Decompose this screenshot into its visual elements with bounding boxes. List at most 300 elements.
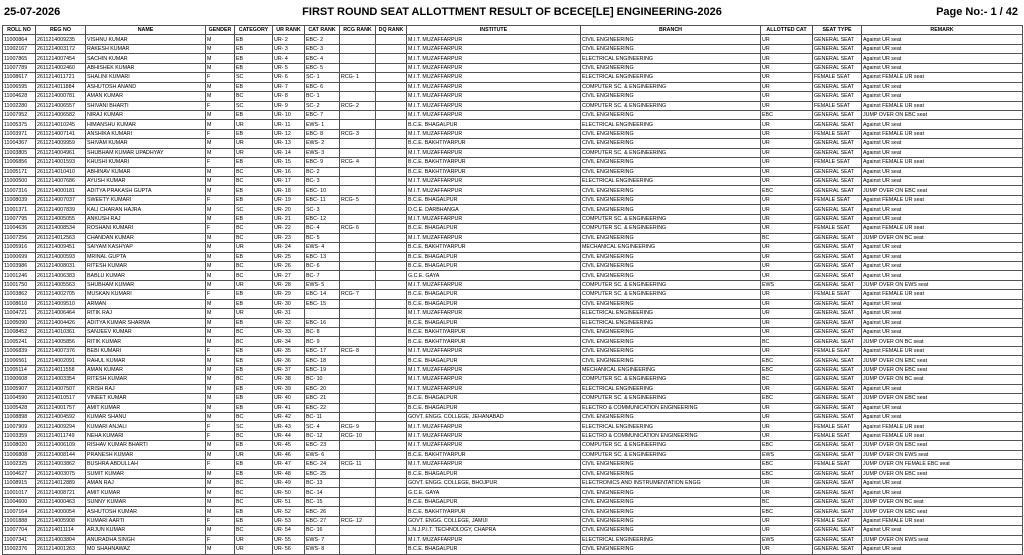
cell-dq-rank xyxy=(376,120,407,129)
cell-category: BC xyxy=(235,488,273,497)
cell-roll-no: 11004636 xyxy=(3,224,36,233)
cell-rcg-rank xyxy=(340,384,376,393)
cell-roll-no: 11004627 xyxy=(3,469,36,478)
cell-roll-no: 11004367 xyxy=(3,139,36,148)
table-row xyxy=(3,139,1023,148)
cell-remark: Against FEMALE UR seat xyxy=(862,129,1023,138)
cell-branch: COMPUTER SC. & ENGINEERING xyxy=(581,214,761,223)
table-row xyxy=(3,129,1023,138)
cell-remark: Against FEMALE UR seat xyxy=(862,290,1023,299)
cell-institute: M.I.T. MUZAFFARPUR xyxy=(407,54,581,63)
cell-gender: M xyxy=(206,328,235,337)
cell-rcg-rank xyxy=(340,535,376,544)
cell-remark: Against UR seat xyxy=(862,148,1023,157)
cell-cat-rank: BC- 14 xyxy=(305,488,340,497)
cell-name: BABLU KUMAR xyxy=(86,271,206,280)
cell-cat-rank: EWS- 1 xyxy=(305,120,340,129)
cell-remark: Against UR seat xyxy=(862,167,1023,176)
cell-rcg-rank xyxy=(340,205,376,214)
cell-name: CHANDAN KUMAR xyxy=(86,233,206,242)
cell-dq-rank xyxy=(376,44,407,53)
cell-rcg-rank xyxy=(340,271,376,280)
cell-roll-no: 11008915 xyxy=(3,479,36,488)
cell-reg-no: 2611214008721 xyxy=(36,488,86,497)
cell-remark: Against UR seat xyxy=(862,44,1023,53)
cell-remark: Against UR seat xyxy=(862,261,1023,270)
cell-roll-no: 11007909 xyxy=(3,422,36,431)
cell-allotted-cat: UR xyxy=(761,158,813,167)
cell-gender: F xyxy=(206,129,235,138)
cell-cat-rank: BC- 6 xyxy=(305,261,340,270)
cell-rcg-rank xyxy=(340,139,376,148)
cell-cat-rank: EBC- 22 xyxy=(305,403,340,412)
cell-roll-no: 11008452 xyxy=(3,328,36,337)
cell-roll-no: 11001371 xyxy=(3,205,36,214)
cell-seat-type: GENERAL SEAT xyxy=(813,479,862,488)
cell-seat-type: GENERAL SEAT xyxy=(813,186,862,195)
cell-dq-rank xyxy=(376,431,407,440)
table-row xyxy=(3,403,1023,412)
cell-reg-no: 2611214011114 xyxy=(36,526,86,535)
cell-seat-type: FEMALE SEAT xyxy=(813,422,862,431)
cell-name: BUSHRA ABDULLAH xyxy=(86,460,206,469)
cell-allotted-cat: UR xyxy=(761,309,813,318)
cell-branch: ELECTRO & COMMUNICATION ENGINEERING xyxy=(581,403,761,412)
cell-roll-no: 11005114 xyxy=(3,365,36,374)
cell-institute: B.C.E. BHAGALPUR xyxy=(407,261,581,270)
cell-allotted-cat: UR xyxy=(761,139,813,148)
cell-name: PRANESH KUMAR xyxy=(86,450,206,459)
cell-remark: Against UR seat xyxy=(862,177,1023,186)
cell-allotted-cat: BC xyxy=(761,375,813,384)
cell-branch: CIVIL ENGINEERING xyxy=(581,516,761,525)
cell-allotted-cat: UR xyxy=(761,328,813,337)
cell-name: ASHUTOSH KUMAR xyxy=(86,507,206,516)
cell-seat-type: GENERAL SEAT xyxy=(813,507,862,516)
cell-cat-rank: BC- 1 xyxy=(305,92,340,101)
cell-rcg-rank xyxy=(340,403,376,412)
cell-roll-no: 11007952 xyxy=(3,110,36,119)
cell-branch: COMPUTER SC. & ENGINEERING xyxy=(581,394,761,403)
cell-institute: B.C.E. BHAGALPUR xyxy=(407,252,581,261)
cell-reg-no: 2611214003804 xyxy=(36,535,86,544)
table-row xyxy=(3,54,1023,63)
cell-institute: GOVT. ENGG. COLLEGE, JAMUI xyxy=(407,516,581,525)
table-row xyxy=(3,290,1023,299)
cell-branch: CIVIL ENGINEERING xyxy=(581,63,761,72)
cell-ur-rank: UR- 20 xyxy=(273,205,305,214)
cell-cat-rank: BC- 9 xyxy=(305,337,340,346)
cell-gender: M xyxy=(206,497,235,506)
table-row xyxy=(3,44,1023,53)
table-row xyxy=(3,328,1023,337)
cell-name: ANURADHA SINGH xyxy=(86,535,206,544)
cell-branch: CIVIL ENGINEERING xyxy=(581,328,761,337)
cell-rcg-rank xyxy=(340,261,376,270)
cell-ur-rank: UR- 13 xyxy=(273,139,305,148)
cell-gender: F xyxy=(206,195,235,204)
cell-ur-rank: UR- 3 xyxy=(273,44,305,53)
cell-roll-no: 11007256 xyxy=(3,233,36,242)
cell-remark: Against FEMALE UR seat xyxy=(862,422,1023,431)
cell-category: EB xyxy=(235,469,273,478)
cell-allotted-cat: EWS xyxy=(761,280,813,289)
cell-gender: M xyxy=(206,35,235,44)
cell-name: RAKESH KUMAR xyxy=(86,44,206,53)
cell-rcg-rank xyxy=(340,82,376,91)
cell-branch: ELECTRICAL ENGINEERING xyxy=(581,535,761,544)
cell-seat-type: GENERAL SEAT xyxy=(813,318,862,327)
cell-seat-type: GENERAL SEAT xyxy=(813,63,862,72)
cell-category: SC xyxy=(235,422,273,431)
cell-ur-rank: UR- 56 xyxy=(273,545,305,554)
cell-cat-rank: EWS- 4 xyxy=(305,243,340,252)
cell-category: EB xyxy=(235,356,273,365)
cell-ur-rank: UR- 41 xyxy=(273,403,305,412)
cell-seat-type: GENERAL SEAT xyxy=(813,139,862,148)
cell-reg-no: 2611214009510 xyxy=(36,299,86,308)
cell-name: MRINAL GUPTA xyxy=(86,252,206,261)
cell-dq-rank xyxy=(376,233,407,242)
cell-branch: CIVIL ENGINEERING xyxy=(581,186,761,195)
cell-category: EB xyxy=(235,394,273,403)
cell-remark: Against FEMALE UR seat xyxy=(862,101,1023,110)
cell-remark: JUMP OVER ON EBC seat xyxy=(862,507,1023,516)
cell-rcg-rank xyxy=(340,497,376,506)
cell-reg-no: 2611214002091 xyxy=(36,356,86,365)
cell-roll-no: 11007704 xyxy=(3,526,36,535)
cell-branch: CIVIL ENGINEERING xyxy=(581,507,761,516)
cell-category: UR xyxy=(235,280,273,289)
cell-seat-type: FEMALE SEAT xyxy=(813,101,862,110)
cell-gender: M xyxy=(206,214,235,223)
cell-dq-rank xyxy=(376,167,407,176)
cell-branch: CIVIL ENGINEERING xyxy=(581,158,761,167)
cell-category: EB xyxy=(235,158,273,167)
cell-gender: M xyxy=(206,271,235,280)
cell-reg-no: 2611214009235 xyxy=(36,35,86,44)
cell-institute: B.C.E. BHAGALPUR xyxy=(407,497,581,506)
cell-institute: B.C.E. BHAGALPUR xyxy=(407,224,581,233)
cell-name: SHUBHAM KUMAR xyxy=(86,280,206,289)
cell-category: BC xyxy=(235,224,273,233)
cell-allotted-cat: UR xyxy=(761,54,813,63)
cell-institute: B.C.E. BAKHTIYARPUR xyxy=(407,337,581,346)
cell-seat-type: GENERAL SEAT xyxy=(813,394,862,403)
cell-reg-no: 2611214003075 xyxy=(36,469,86,478)
cell-remark: Against UR seat xyxy=(862,271,1023,280)
cell-dq-rank xyxy=(376,158,407,167)
cell-institute: B.C.E. BHAGALPUR xyxy=(407,356,581,365)
cell-ur-rank: UR- 40 xyxy=(273,394,305,403)
cell-ur-rank: UR- 11 xyxy=(273,120,305,129)
cell-rcg-rank: RCG- 2 xyxy=(340,101,376,110)
cell-roll-no: 11004628 xyxy=(3,92,36,101)
cell-reg-no: 2611214006582 xyxy=(36,110,86,119)
cell-reg-no: 2611214004426 xyxy=(36,318,86,327)
table-row xyxy=(3,205,1023,214)
cell-branch: ELECTRICAL ENGINEERING xyxy=(581,73,761,82)
table-row xyxy=(3,375,1023,384)
cell-reg-no: 2611214006557 xyxy=(36,101,86,110)
cell-institute: M.I.T. MUZAFFARPUR xyxy=(407,214,581,223)
cell-rcg-rank xyxy=(340,356,376,365)
table-row xyxy=(3,73,1023,82)
cell-dq-rank xyxy=(376,139,407,148)
allotment-table xyxy=(2,25,1023,555)
cell-category: EB xyxy=(235,299,273,308)
cell-branch: CIVIL ENGINEERING xyxy=(581,497,761,506)
cell-cat-rank: EWS- 5 xyxy=(305,280,340,289)
cell-ur-rank: UR- 52 xyxy=(273,507,305,516)
cell-dq-rank xyxy=(376,507,407,516)
cell-allotted-cat: UR xyxy=(761,403,813,412)
cell-gender: M xyxy=(206,412,235,421)
cell-category: EB xyxy=(235,63,273,72)
cell-allotted-cat: EBC xyxy=(761,441,813,450)
cell-ur-rank: UR- 16 xyxy=(273,167,305,176)
cell-gender: M xyxy=(206,545,235,554)
cell-gender: M xyxy=(206,252,235,261)
cell-institute: M.I.T. MUZAFFARPUR xyxy=(407,441,581,450)
cell-dq-rank xyxy=(376,488,407,497)
cell-name: MUSKAN KUMARI xyxy=(86,290,206,299)
cell-reg-no: 2611214007686 xyxy=(36,177,86,186)
cell-roll-no: 11005916 xyxy=(3,243,36,252)
cell-institute: M.I.T. MUZAFFARPUR xyxy=(407,73,581,82)
column-header-name: NAME xyxy=(86,26,206,35)
cell-roll-no: 11007316 xyxy=(3,186,36,195)
cell-seat-type: GENERAL SEAT xyxy=(813,280,862,289)
cell-rcg-rank xyxy=(340,526,376,535)
cell-cat-rank: EBC- 23 xyxy=(305,441,340,450)
cell-institute: GOVT. ENGG. COLLEGE, BHOJPUR xyxy=(407,479,581,488)
cell-dq-rank xyxy=(376,535,407,544)
cell-ur-rank: UR- 44 xyxy=(273,431,305,440)
cell-ur-rank: UR- 25 xyxy=(273,252,305,261)
cell-branch: CIVIL ENGINEERING xyxy=(581,337,761,346)
cell-branch: COMPUTER SC. & ENGINEERING xyxy=(581,450,761,459)
cell-seat-type: GENERAL SEAT xyxy=(813,120,862,129)
cell-allotted-cat: UR xyxy=(761,516,813,525)
cell-gender: M xyxy=(206,299,235,308)
cell-roll-no: 11000699 xyxy=(3,252,36,261)
cell-seat-type: GENERAL SEAT xyxy=(813,309,862,318)
cell-name: SUMIT KUMAR xyxy=(86,469,206,478)
cell-category: BC xyxy=(235,92,273,101)
cell-ur-rank: UR- 33 xyxy=(273,328,305,337)
cell-category: UR xyxy=(235,243,273,252)
cell-seat-type: GENERAL SEAT xyxy=(813,384,862,393)
cell-branch: CIVIL ENGINEERING xyxy=(581,35,761,44)
cell-institute: M.I.T. MUZAFFARPUR xyxy=(407,422,581,431)
cell-gender: F xyxy=(206,422,235,431)
cell-name: SWEETY KUMARI xyxy=(86,195,206,204)
cell-rcg-rank xyxy=(340,186,376,195)
table-row xyxy=(3,431,1023,440)
table-row xyxy=(3,309,1023,318)
cell-dq-rank xyxy=(376,384,407,393)
cell-roll-no: 11001888 xyxy=(3,516,36,525)
cell-roll-no: 11004600 xyxy=(3,497,36,506)
cell-institute: B.C.E. BHAGALPUR xyxy=(407,394,581,403)
cell-seat-type: FEMALE SEAT xyxy=(813,516,862,525)
cell-reg-no: 2611214001757 xyxy=(36,403,86,412)
cell-institute: M.I.T. MUZAFFARPUR xyxy=(407,535,581,544)
cell-roll-no: 11008898 xyxy=(3,412,36,421)
cell-allotted-cat: UR xyxy=(761,177,813,186)
cell-cat-rank: BC- 7 xyxy=(305,271,340,280)
cell-roll-no: 11003862 xyxy=(3,290,36,299)
cell-remark: JUMP OVER ON EBC seat xyxy=(862,365,1023,374)
cell-dq-rank xyxy=(376,422,407,431)
cell-remark: Against UR seat xyxy=(862,243,1023,252)
cell-rcg-rank: RCG- 8 xyxy=(340,346,376,355)
cell-allotted-cat: BC xyxy=(761,497,813,506)
cell-remark: Against FEMALE UR seat xyxy=(862,431,1023,440)
cell-institute: B.C.E. BHAGALPUR xyxy=(407,318,581,327)
cell-category: EB xyxy=(235,110,273,119)
cell-dq-rank xyxy=(376,516,407,525)
table-row xyxy=(3,101,1023,110)
cell-seat-type: GENERAL SEAT xyxy=(813,44,862,53)
cell-dq-rank xyxy=(376,54,407,63)
cell-rcg-rank xyxy=(340,148,376,157)
cell-name: VISHNU KUMAR xyxy=(86,35,206,44)
cell-name: RITESH KUMAR xyxy=(86,261,206,270)
cell-cat-rank: EBC- 26 xyxy=(305,507,340,516)
cell-rcg-rank xyxy=(340,167,376,176)
cell-category: BC xyxy=(235,337,273,346)
cell-roll-no: 11007795 xyxy=(3,214,36,223)
cell-category: EB xyxy=(235,365,273,374)
cell-name: ABHISHEK KUMAR xyxy=(86,63,206,72)
table-row xyxy=(3,214,1023,223)
cell-reg-no: 2611214000593 xyxy=(36,252,86,261)
cell-dq-rank xyxy=(376,195,407,204)
cell-cat-rank: EBC- 11 xyxy=(305,195,340,204)
cell-gender: M xyxy=(206,488,235,497)
cell-gender: M xyxy=(206,148,235,157)
table-row xyxy=(3,365,1023,374)
cell-roll-no: 11006808 xyxy=(3,450,36,459)
cell-seat-type: FEMALE SEAT xyxy=(813,195,862,204)
cell-rcg-rank xyxy=(340,412,376,421)
cell-remark: JUMP OVER ON EBC seat xyxy=(862,469,1023,478)
cell-branch: COMPUTER SC. & ENGINEERING xyxy=(581,441,761,450)
cell-dq-rank xyxy=(376,479,407,488)
cell-branch: ELECTRICAL ENGINEERING xyxy=(581,54,761,63)
cell-remark: Against UR seat xyxy=(862,214,1023,223)
cell-dq-rank xyxy=(376,526,407,535)
cell-gender: M xyxy=(206,365,235,374)
cell-category: BC xyxy=(235,431,273,440)
cell-dq-rank xyxy=(376,35,407,44)
table-row xyxy=(3,545,1023,554)
cell-remark: JUMP OVER ON BC seat xyxy=(862,233,1023,242)
cell-ur-rank: UR- 48 xyxy=(273,469,305,478)
cell-rcg-rank xyxy=(340,252,376,261)
cell-category: EB xyxy=(235,186,273,195)
cell-branch: CIVIL ENGINEERING xyxy=(581,469,761,478)
cell-allotted-cat: UR xyxy=(761,148,813,157)
cell-branch: CIVIL ENGINEERING xyxy=(581,129,761,138)
cell-reg-no: 2611214001593 xyxy=(36,158,86,167)
cell-name: BEBI KUMARI xyxy=(86,346,206,355)
cell-gender: M xyxy=(206,384,235,393)
cell-gender: F xyxy=(206,346,235,355)
cell-category: EB xyxy=(235,252,273,261)
cell-gender: M xyxy=(206,233,235,242)
table-row xyxy=(3,441,1023,450)
cell-branch: ELECTRICAL ENGINEERING xyxy=(581,177,761,186)
cell-reg-no: 2611214004592 xyxy=(36,412,86,421)
cell-cat-rank: EBC- 24 xyxy=(305,460,340,469)
cell-branch: CIVIL ENGINEERING xyxy=(581,261,761,270)
cell-seat-type: FEMALE SEAT xyxy=(813,73,862,82)
cell-cat-rank: BC- 11 xyxy=(305,412,340,421)
cell-ur-rank: UR- 10 xyxy=(273,110,305,119)
cell-remark: Against FEMALE UR seat xyxy=(862,73,1023,82)
cell-gender: F xyxy=(206,431,235,440)
cell-institute: M.I.T. MUZAFFARPUR xyxy=(407,82,581,91)
table-row xyxy=(3,469,1023,478)
cell-rcg-rank: RCG- 3 xyxy=(340,129,376,138)
cell-allotted-cat: UR xyxy=(761,44,813,53)
cell-remark: Against UR seat xyxy=(862,412,1023,421)
cell-name: SHIVANI BHARTI xyxy=(86,101,206,110)
cell-allotted-cat: UR xyxy=(761,120,813,129)
cell-ur-rank: UR- 27 xyxy=(273,271,305,280)
cell-reg-no: 2611214003354 xyxy=(36,375,86,384)
cell-rcg-rank xyxy=(340,365,376,374)
cell-allotted-cat: UR xyxy=(761,243,813,252)
cell-category: BC xyxy=(235,177,273,186)
cell-name: ARMAN xyxy=(86,299,206,308)
cell-roll-no: 11008039 xyxy=(3,195,36,204)
cell-roll-no: 11000608 xyxy=(3,375,36,384)
cell-seat-type: GENERAL SEAT xyxy=(813,92,862,101)
cell-ur-rank: UR- 23 xyxy=(273,233,305,242)
cell-rcg-rank xyxy=(340,92,376,101)
cell-reg-no: 2611214009451 xyxy=(36,243,86,252)
cell-name: ADITYA KUMAR SHARMA xyxy=(86,318,206,327)
cell-seat-type: GENERAL SEAT xyxy=(813,337,862,346)
cell-allotted-cat: EBC xyxy=(761,507,813,516)
cell-roll-no: 11003971 xyxy=(3,129,36,138)
cell-ur-rank: UR- 39 xyxy=(273,384,305,393)
cell-ur-rank: UR- 47 xyxy=(273,460,305,469)
column-header-dq-rank: DQ RANK xyxy=(376,26,407,35)
cell-dq-rank xyxy=(376,271,407,280)
cell-reg-no: 2611214006464 xyxy=(36,309,86,318)
cell-reg-no: 2611214006109 xyxy=(36,441,86,450)
cell-name: KUMARI ANJALI xyxy=(86,422,206,431)
cell-name: ROSHANI KUMARI xyxy=(86,224,206,233)
cell-dq-rank xyxy=(376,110,407,119)
cell-name: KALI CHARAN HAJRA xyxy=(86,205,206,214)
cell-gender: M xyxy=(206,92,235,101)
cell-dq-rank xyxy=(376,63,407,72)
cell-reg-no: 2611214005055 xyxy=(36,214,86,223)
cell-seat-type: GENERAL SEAT xyxy=(813,243,862,252)
cell-category: EB xyxy=(235,516,273,525)
cell-rcg-rank xyxy=(340,54,376,63)
cell-ur-rank: UR- 2 xyxy=(273,35,305,44)
cell-gender: M xyxy=(206,375,235,384)
cell-name: NEHA KUMARI xyxy=(86,431,206,440)
cell-roll-no: 11005428 xyxy=(3,403,36,412)
